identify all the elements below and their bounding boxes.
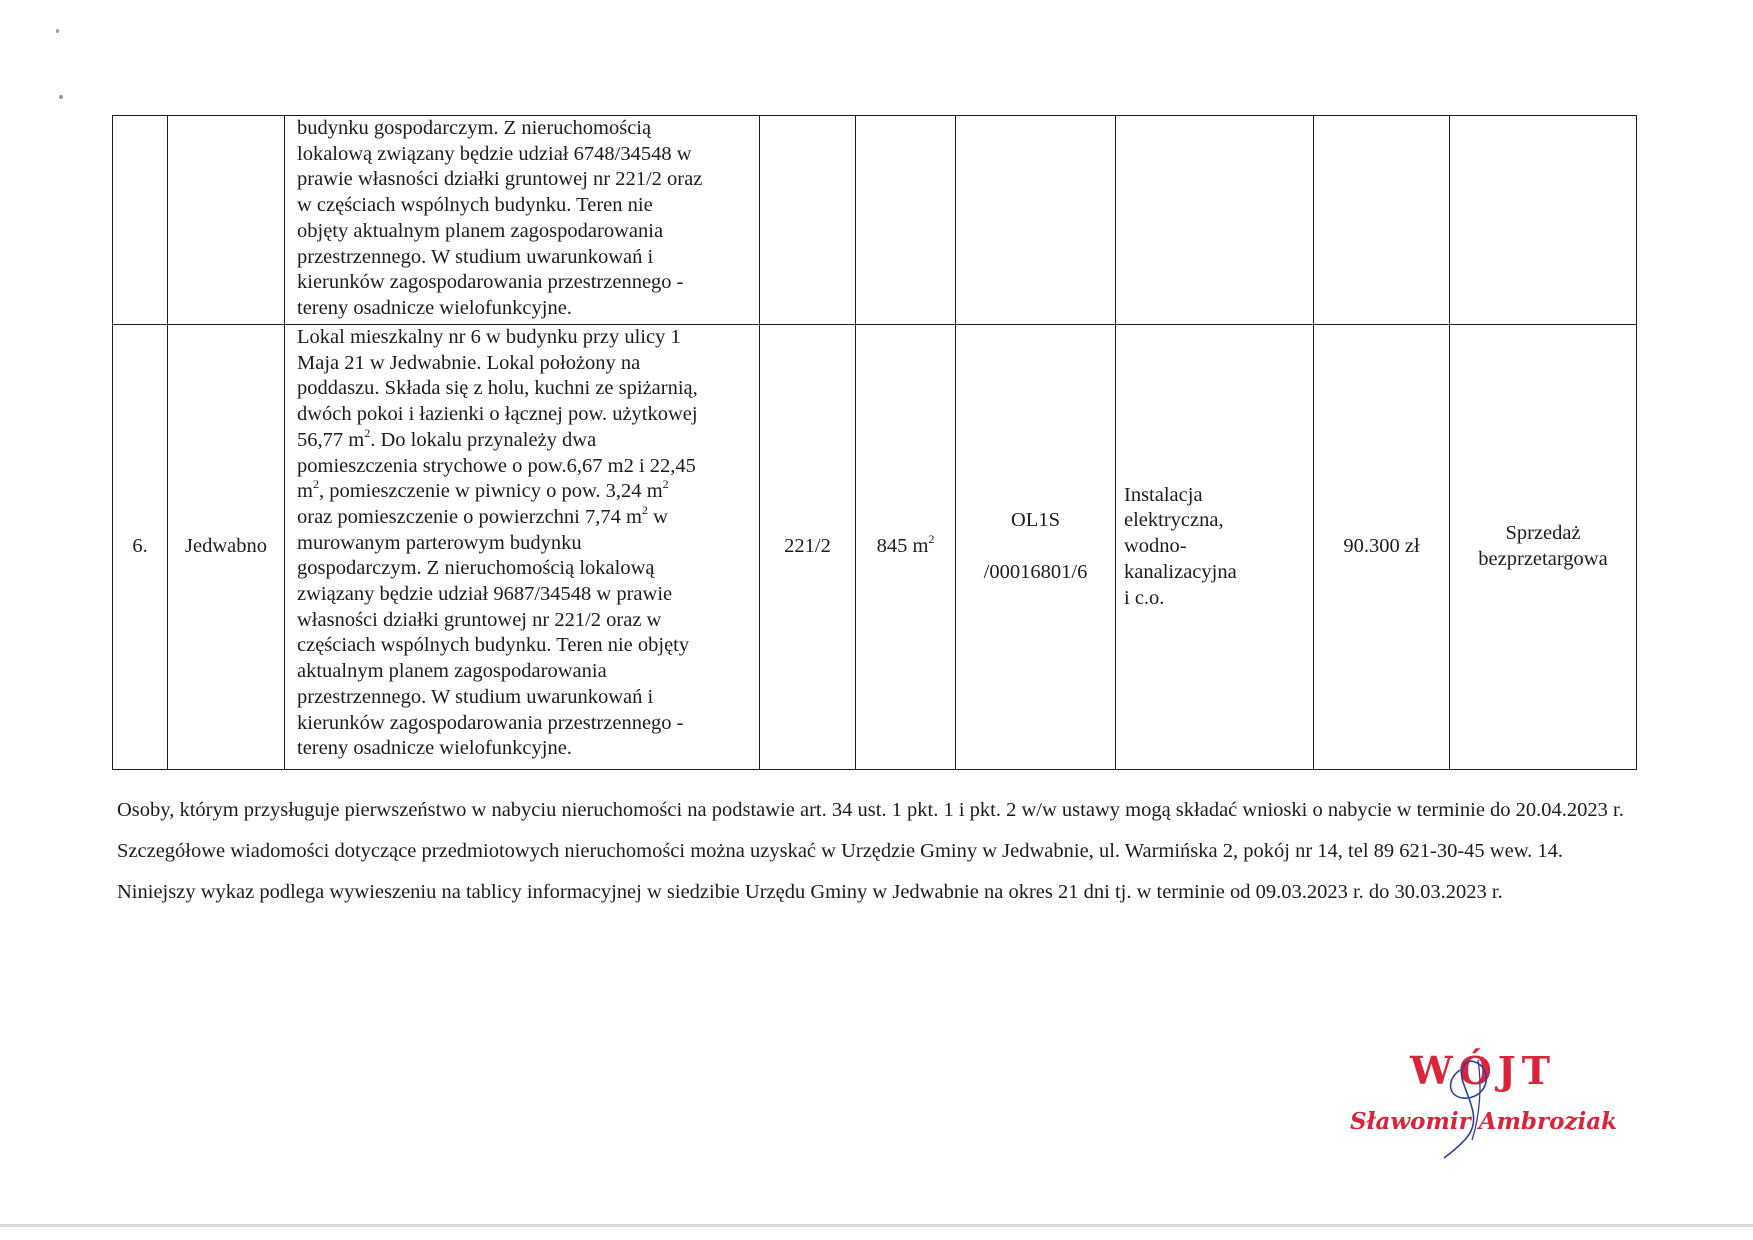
description-line: Maja 21 w Jedwabnie. Lokal położony na [297, 351, 641, 374]
note-posting-period: Niniejszy wykaz podlega wywieszeniu na tablicy informacyjnej w siedzibie Urzędu Gminy w Jedwabnie na okres 21 dni tj. w terminie od 09.03.2023 r. do 30.03.2023 r. [117, 881, 1503, 903]
cell-utilities [1116, 325, 1314, 770]
utilities-line: kanalizacyjna [1124, 560, 1237, 583]
land-register-line: /00016801/6 [983, 561, 1088, 583]
handwritten-signature-icon [1340, 1040, 1630, 1160]
description-line: objęty aktualnym planem zagospodarowania [297, 219, 664, 242]
description-line-sup: $m^2$, pomieszczenie w piwnicy o pow. 3,24 $m^2$ [297, 477, 669, 503]
description-line: aktualnym planem zagospodarowania [297, 660, 607, 683]
utilities-line: Instalacja [1124, 483, 1203, 506]
description-line: przestrzennego. W studium uwarunkowań i [297, 245, 654, 268]
description-line: w częściach wspólnych budynku. Teren nie [297, 194, 653, 217]
description-line: związany będzie udział 9687/34548 w prawie [297, 583, 673, 606]
cell-location: Jedwabno [168, 325, 285, 770]
cell-description-continued [285, 116, 760, 325]
cell-plot-empty [760, 116, 856, 325]
description-line: tereny osadnicze wielofunkcyjne. [297, 296, 572, 319]
description-line: budynku gospodarczym. Z nieruchomością [297, 117, 652, 139]
utilities-line: i c.o. [1124, 586, 1165, 609]
cell-sale-form [1450, 325, 1637, 770]
cell-area-empty [856, 116, 956, 325]
cell-price-empty [1314, 116, 1450, 325]
description-line: częściach wspólnych budynku. Teren nie objęty [297, 634, 690, 657]
cell-plot-number: 221/2 [760, 325, 856, 770]
utilities-line: wodno- [1124, 535, 1187, 558]
description-line: prawie własności działki gruntowej nr 221/2 oraz [297, 168, 703, 191]
stamp-name: Sławomir Ambroziak [1350, 1108, 1618, 1135]
description-line: kierunków zagospodarowania przestrzennego - [297, 711, 684, 734]
description-line: przestrzennego. W studium uwarunkowań i [297, 685, 654, 708]
property-table [112, 115, 1637, 770]
description-line: Lokal mieszkalny nr 6 w budynku przy ulicy 1 [297, 326, 681, 348]
cell-number: 6. [113, 325, 168, 770]
land-register-gap [964, 534, 1107, 560]
description-line: lokalową związany będzie udział 6748/34548 w [297, 142, 692, 165]
cell-utilities-empty [1116, 116, 1314, 325]
table-row-continued [113, 116, 1637, 325]
cell-land-register [956, 325, 1116, 770]
cell-price: 90.300 zł [1314, 325, 1450, 770]
description-line: gospodarczym. Z nieruchomością lokalową [297, 557, 655, 580]
description-line: dwóch pokoi i łazienki o łącznej pow. użytkowej [297, 403, 698, 426]
table-row-6 [113, 325, 1637, 770]
stamp-title: WÓJT [1410, 1048, 1557, 1093]
cell-area: 845 $m^2$ [856, 325, 956, 770]
description-line-sup: oraz pomieszczenie o powierzchni 7,74 $m^2$ w [297, 503, 668, 528]
cell-sale-form-empty [1450, 116, 1637, 325]
signature-stamp [1340, 1040, 1630, 1160]
land-register-line: OL1S [1011, 509, 1060, 532]
note-contact-info: Szczegółowe wiadomości dotyczące przedmiotowych nieruchomości można uzyskać w Urzędzie Gminy w Jedwabnie, ul. Warmińska 2, pokój nr 14, tel 89 621-30-45 wew. 14. [117, 840, 1564, 862]
scan-speck [59, 95, 63, 99]
notes-section [117, 793, 1631, 916]
note-priority-right: Osoby, którym przysługuje pierwszeństwo w nabyciu nieruchomości na podstawie art. 34 ust. 1 pkt. 1 i pkt. 2 w/w ustawy mogą składać wnioski o nabycie w terminie do 20.04.2023 r. [117, 799, 1624, 821]
description-line: poddaszu. Składa się z holu, kuchni ze spiżarnią, [297, 377, 698, 400]
cell-location-empty [168, 116, 285, 325]
description-line: własności działki gruntowej nr 221/2 oraz w [297, 608, 662, 631]
description-line: tereny osadnicze wielofunkcyjne. [297, 737, 572, 760]
sale-form-line: bezprzetargowa [1478, 548, 1608, 570]
cell-description [285, 325, 760, 770]
description-line-sup: 56,77 $m^2$. Do lokalu przynależy dwa [297, 425, 597, 451]
description-line: kierunków zagospodarowania przestrzennego - [297, 271, 684, 294]
sale-form-line: Sprzedaż [1505, 522, 1581, 545]
cell-number-empty [113, 116, 168, 325]
scan-bottom-edge [0, 1224, 1753, 1227]
scan-speck [56, 29, 59, 33]
description-line: pomieszczenia strychowe o pow.6,67 m2 i 22,45 [297, 454, 696, 477]
description-line: murowanym parterowym budynku [297, 531, 582, 554]
cell-register-empty [956, 116, 1116, 325]
utilities-line: elektryczna, [1124, 509, 1224, 532]
